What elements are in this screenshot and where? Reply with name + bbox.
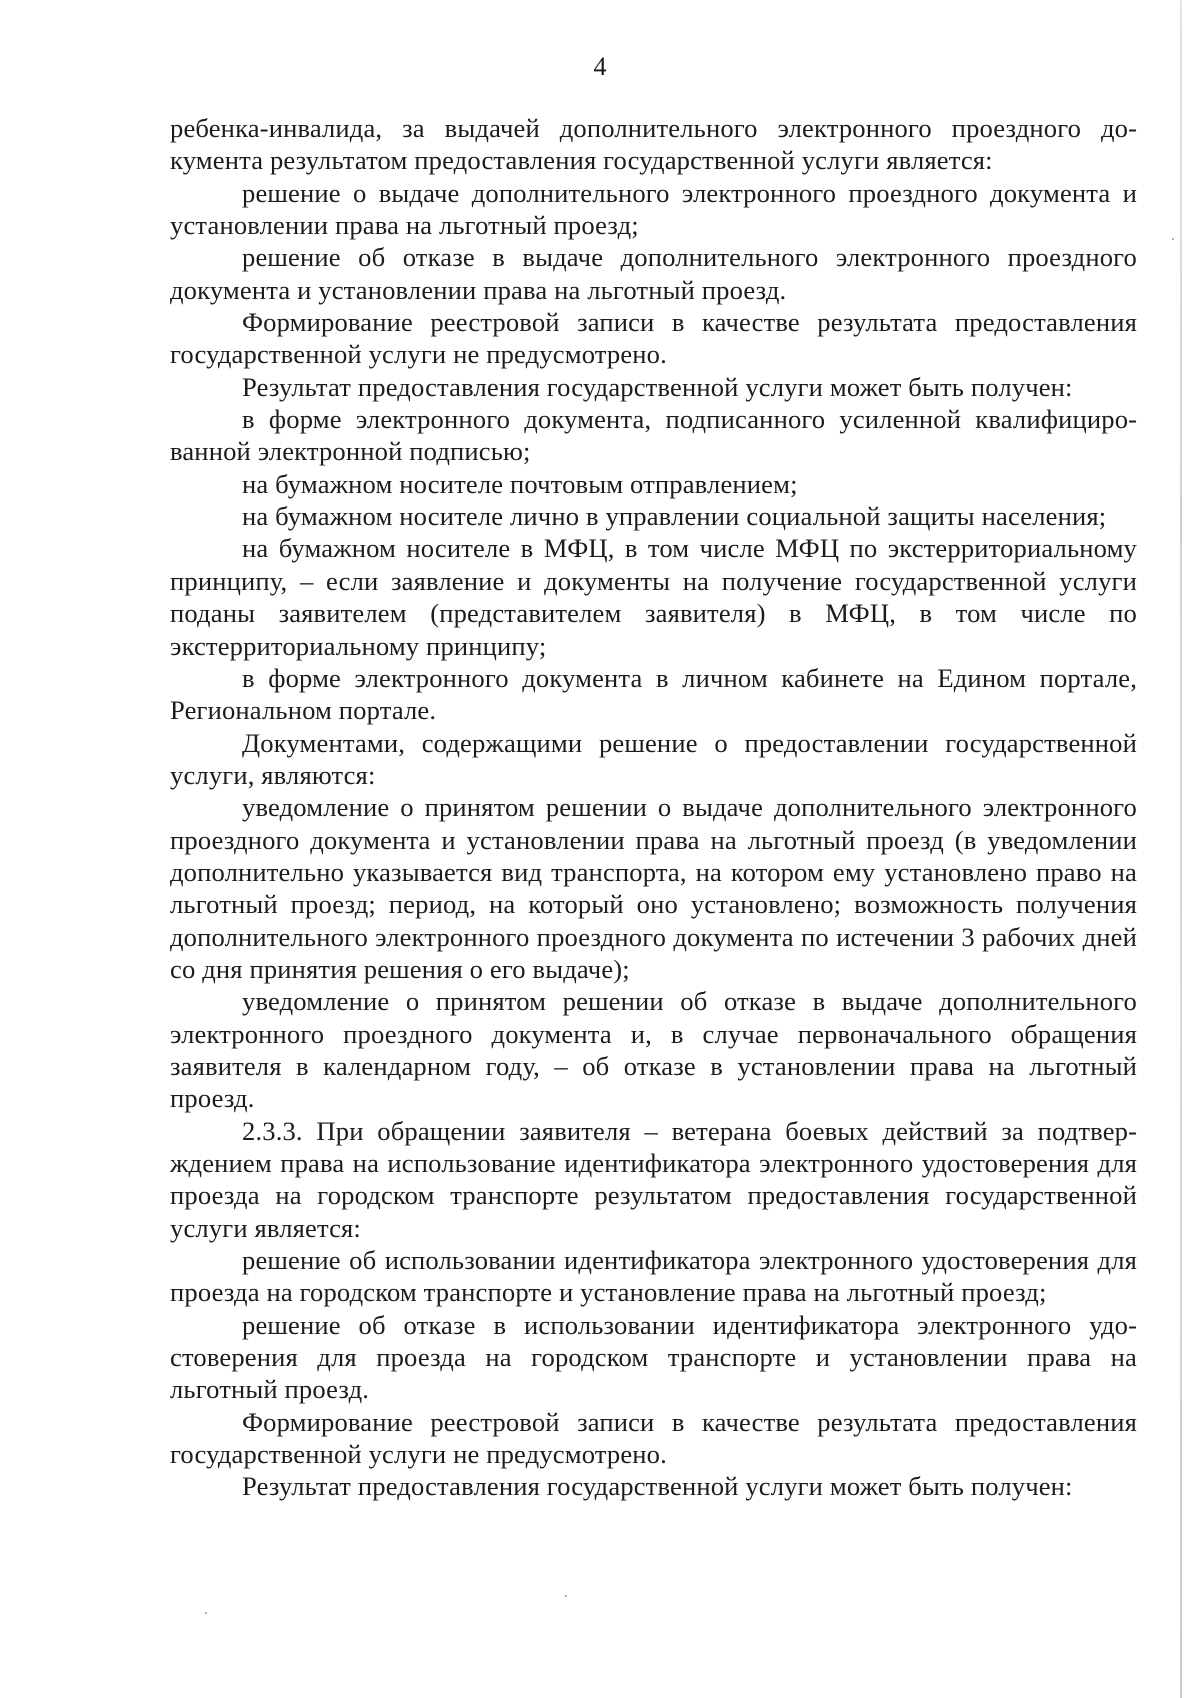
paragraph: Формирование реестровой записи в качестве результата предоставления государственной услуги не предусмотрено. xyxy=(170,1406,1137,1470)
section-paragraph: 2.3.3. При обращении заявителя – ветерана боевых действий за подтверждением права на использование идентификатора электронного удостоверения для проезда на городском транспорте результатом предоставления государственной услуги является: xyxy=(170,1115,1137,1243)
scan-speck xyxy=(205,1612,207,1614)
paragraph: Формирование реестровой записи в качестве результата предоставления государственной услуги не предусмотрено. xyxy=(170,307,1137,370)
scan-speck xyxy=(565,1595,567,1597)
paragraph: решение о выдаче дополнительного электронного проездного документа и установлении права на льготный проезд; xyxy=(170,177,1137,241)
paragraph: решение об использовании идентификатора электронного удостоверения для проезда на городском транспорте и установление права на льготный проезд; xyxy=(170,1245,1137,1308)
paragraph: ребенка-инвалида, за выдачей дополнительного электронного проездного документа результатом предоставления государственной услуги является: xyxy=(170,113,1137,176)
paragraph: на бумажном носителе в МФЦ, в том числе МФЦ по экстерриториальному принципу, – если заявление и документы на получение государственной услуги поданы заявителем (представителем заявителя) в МФЦ, в том числе по экстерриториальному принципу; xyxy=(170,533,1137,661)
paragraph: уведомление о принятом решении об отказе в выдаче дополнительного электронного проездного документа и, в случае первоначального обращения заявителя в календарном году, – об отказе в установлении права на льготный проезд. xyxy=(170,986,1137,1114)
page-number: 4 xyxy=(593,52,607,81)
paragraph: на бумажном носителе лично в управлении социальной защиты населения; xyxy=(242,501,1107,532)
scan-speck xyxy=(1172,238,1174,240)
paragraph: на бумажном носителе почтовым отправлением; xyxy=(242,468,798,499)
paragraph: в форме электронного документа, подписанного усиленной квалифицированной электронной подписью; xyxy=(170,404,1137,467)
paragraph: Результат предоставления государственной услуги может быть получен: xyxy=(242,1471,1073,1502)
paragraph: решение об отказе в выдаче дополнительного электронного проездного документа и установлении права на льготный проезд. xyxy=(170,242,1137,305)
paragraph: решение об отказе в использовании идентификатора электронного удостоверения для проезда на городском транспорте и установлении права на льготный проезд. xyxy=(170,1309,1137,1405)
scan-edge-shadow xyxy=(1180,0,1182,1698)
paragraph: Результат предоставления государственной услуги может быть получен: xyxy=(242,371,1073,402)
paragraph: уведомление о принятом решении о выдаче дополнительного электронного проездного документа и установлении права на льготный проезд (в уведомлении дополнительно указывается вид транспорта, на котором ему установлено право на льготный проезд; период, на который оно установлено; возможность получения дополнительного электронного проездного документа по истечении 3 рабочих дней со дня принятия решения о его выдаче); xyxy=(170,792,1137,984)
document-body xyxy=(170,112,1137,1503)
paragraph: в форме электронного документа в личном кабинете на Едином портале, Региональном портале. xyxy=(170,662,1137,726)
paragraph: Документами, содержащими решение о предоставлении государственной услуги, являются: xyxy=(170,727,1137,790)
